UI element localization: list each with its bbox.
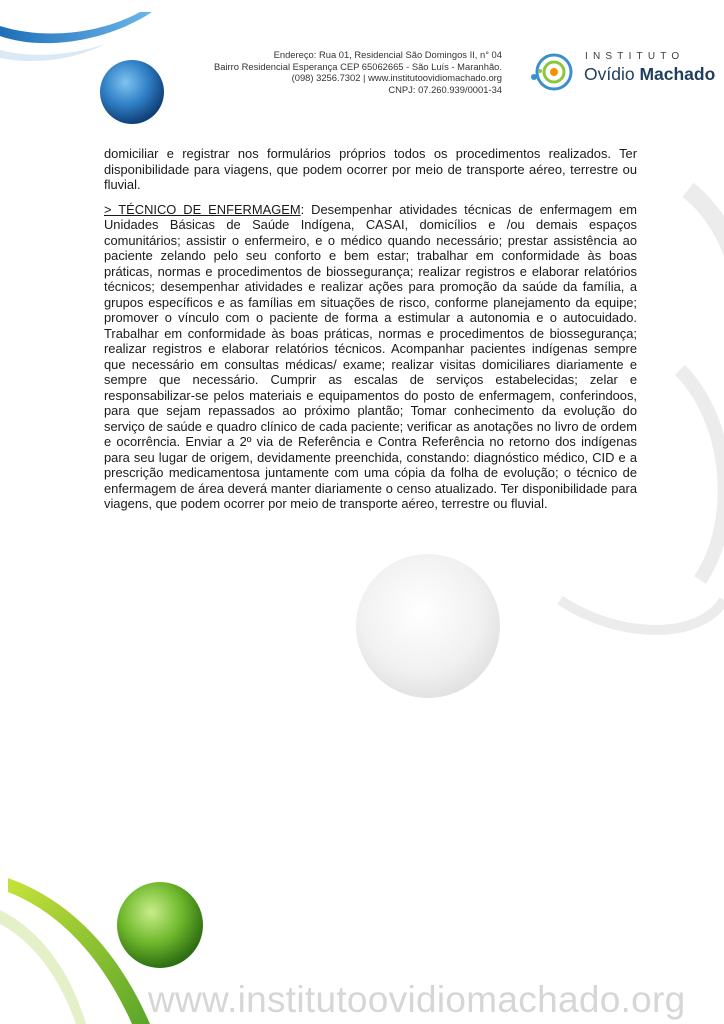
logo-name-bold: Machado [639,64,716,84]
document-body [104,146,637,521]
section-body: : Desempenhar atividades técnicas de enfermagem em Unidades Básicas de Saúde Indígena, CASAI, domicílios e /ou demais espaços comunitários; assistir o enfermeiro, e o médico quando necessário; prestar assistência ao paciente zelando pelo seu conforto e bem estar; trabalhar em conformidade às boas práticas, normas e procedimentos de biossegurança; realizar registros e elaborar relatórios técnicos; desempenhar atividades e realizar ações para promoção da saúde da família, a grupos específicos e as famílias em situações de risco, conforme planejamento da equipe; promover o vínculo com o paciente de forma a estimular a autonomia e o autocuidado. Trabalhar em conformidade às boas práticas, normas e procedimentos de biossegurança; realizar registros e elaborar relatórios técnicos. Acompanhar pacientes indígenas sempre que necessário em consultas médicas/ exame; realizar visitas domiciliares diariamente e sempre que necessário. Cumprir as escalas de serviços estabelecidas; zelar e responsabilizar-se pelos materiais e equipamentos do posto de enfermagem, conferindoos, para que sejam repassados ao próximo plantão; Tomar conhecimento da evolução do serviço de saúde e quadro clínico de cada paciente; verificar as anotações no livro de ordem e ocorrência. Enviar a 2º via de Referência e Contra Referência no retorno dos indígenas para seu lugar de origem, devidamente preenchida, constando: diagnóstico médico, CID e a prescrição medicamentosa juntamente com uma cópia da folha de evolução; o técnico de enfermagem de área deverá manter diariamente o censo atualizado. Ter disponibilidade para viagens, que podem ocorrer por meio de transporte aéreo, terrestre ou fluvial. [104,201,638,511]
grey-ball [356,554,500,698]
logo-name-light: Ovídio [584,64,635,84]
logo-top-text: INSTITUTO [585,51,685,62]
green-ball [117,882,203,968]
blue-swoosh [0,12,152,61]
paragraph [104,202,637,512]
logo-name [584,64,715,85]
blue-ball [100,60,164,124]
address-line: CNPJ: 07.260.939/0001-34 [388,83,502,95]
institute-logo [527,49,716,95]
address-line: Bairro Residencial Esperança CEP 65062665 - São Luís - Maranhão. [213,60,502,72]
section-heading: > TÉCNICO DE ENFERMAGEM [104,201,301,217]
logo-mark-icon [527,49,579,95]
paragraph: domiciliar e registrar nos formulários próprios todos os procedimentos realizados. Ter disponibilidade para viagens, que podem ocorrer por meio de transporte aéreo, terrestre ou fluvial. [104,146,637,192]
address-line: Endereço: Rua 01, Residencial São Domingos II, n° 04 [273,49,502,60]
header-address [214,49,502,95]
address-line: (098) 3256.7302 | www.institutoovidiomachado.org [291,72,502,84]
footer-url: www.institutoovidiomachado.org [148,979,686,1020]
